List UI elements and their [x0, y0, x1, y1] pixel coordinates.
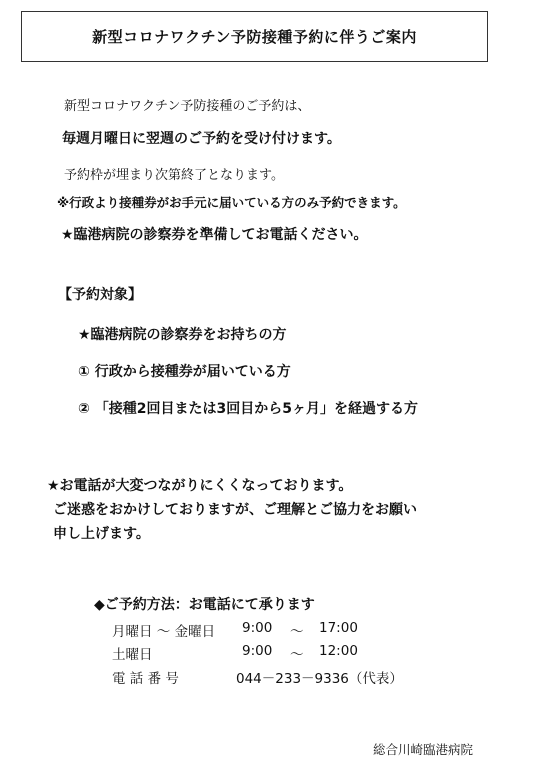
schedule-label: 土曜日 [112, 647, 153, 663]
intro-line-2: 毎週月曜日に翌週のご予約を受け付けます。 [62, 131, 341, 147]
target-heading: 【予約対象】 [58, 287, 142, 303]
target-item-1: ★臨港病院の診察券をお持ちの方 [78, 327, 287, 343]
intro-line-1: 新型コロナワクチン予防接種のご予約は、 [64, 99, 311, 114]
schedule-end: 12:00 [319, 643, 358, 659]
schedule-start: 9:00 [242, 643, 273, 659]
page-title: 新型コロナワクチン予防接種予約に伴うご案内 [21, 11, 488, 62]
method-heading: ◆ご予約方法：お電話にて承ります [94, 597, 315, 613]
schedule-sep: ～ [290, 647, 304, 663]
schedule-start: 9:00 [242, 620, 273, 636]
schedule-end: 17:00 [319, 620, 358, 636]
notice-line-1: ★お電話が大変つながりにくくなっております。 [47, 478, 353, 494]
intro-line-5: ★臨港病院の診察券を準備してお電話ください。 [61, 227, 368, 243]
schedule-label: 月曜日 ～ 金曜日 [112, 624, 216, 640]
target-item-3: ② 「接種2回目または3回目から5ヶ月」を経過する方 [78, 401, 418, 417]
notice-line-3: 申し上げます。 [53, 526, 150, 542]
hospital-name: 総合川崎臨港病院 [373, 742, 474, 757]
intro-line-4: ※行政より接種券がお手元に届いている方のみ予約できます。 [57, 195, 406, 210]
target-item-2: ① 行政から接種券が届いている方 [78, 364, 291, 380]
phone-number: 044－233－9336（代表） [236, 671, 403, 687]
intro-line-3: 予約枠が埋まり次第終了となります。 [64, 168, 284, 183]
schedule-sep: ～ [290, 624, 304, 640]
notice-line-2: ご迷惑をおかけしておりますが、ご理解とご協力をお願い [53, 502, 417, 518]
phone-label: 電 話 番 号 [112, 671, 179, 687]
